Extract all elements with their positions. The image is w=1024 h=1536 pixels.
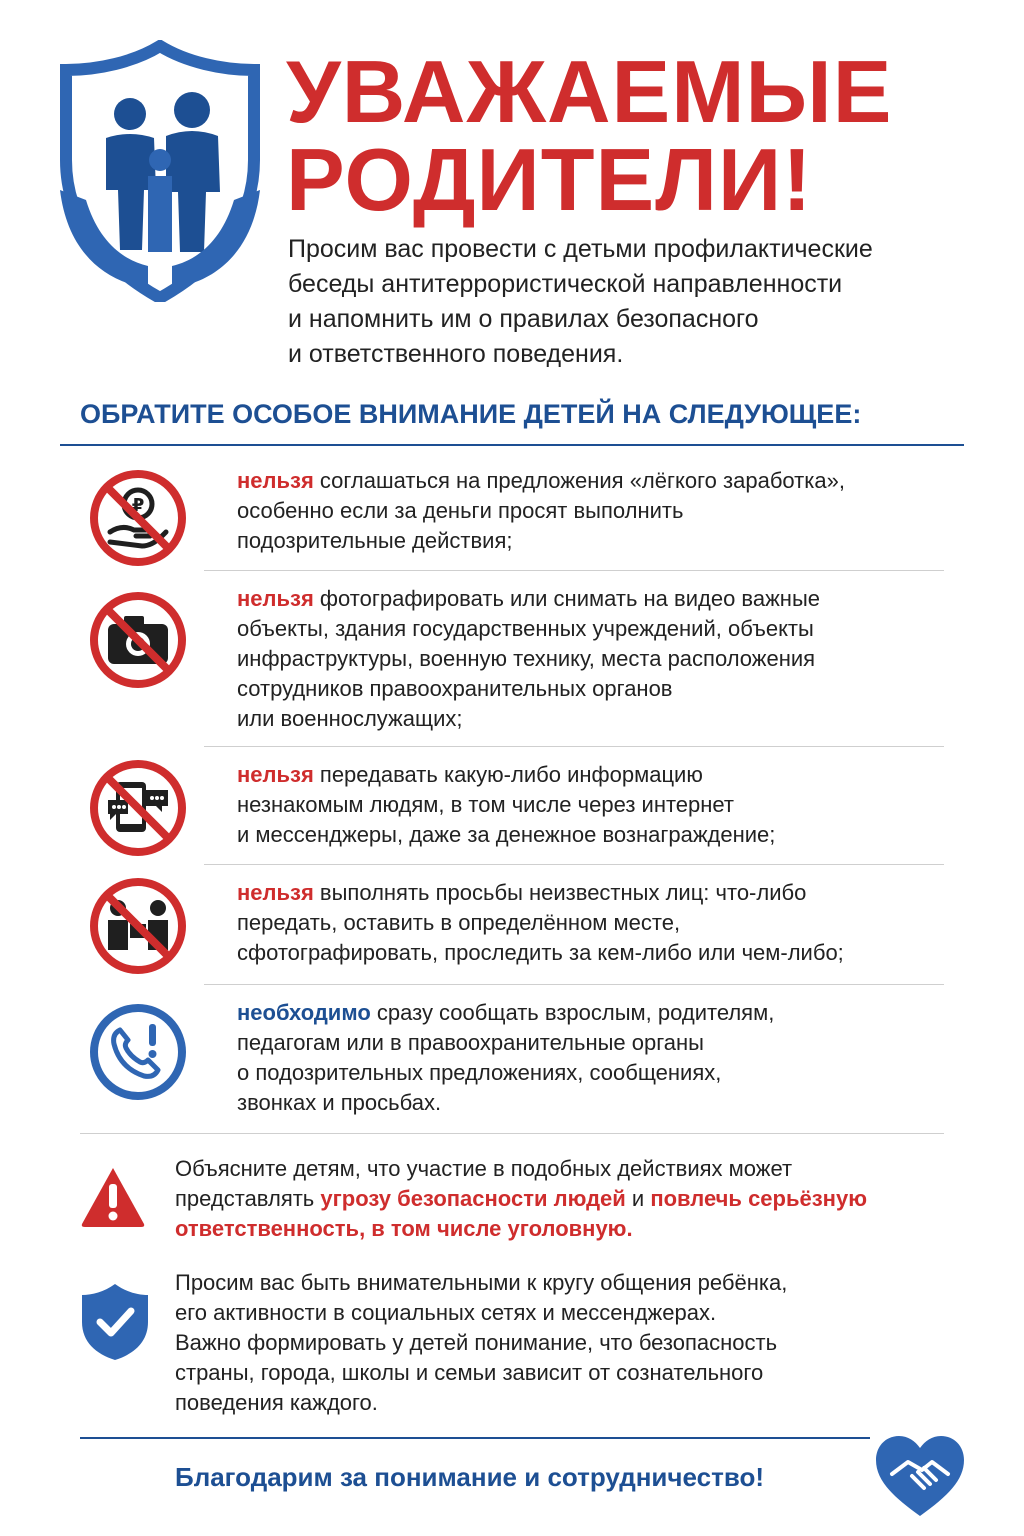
item-line: передать, оставить в определённом месте,	[237, 910, 681, 935]
item-keyword: необходимо	[237, 1000, 371, 1025]
intro-line: и напомнить им о правилах безопасного	[288, 305, 759, 333]
warning-triangle-icon	[78, 1164, 148, 1230]
item-first-line: фотографировать или снимать на видео важные	[313, 586, 821, 611]
item-line: о подозрительных предложениях, сообщениях,	[237, 1060, 722, 1085]
advice-text	[175, 1268, 965, 1418]
item-line: особенно если за деньги просят выполнить	[237, 498, 684, 523]
heart-handshake-icon	[872, 1432, 968, 1522]
item-keyword: нельзя	[237, 468, 314, 493]
item-text	[237, 466, 957, 556]
item-text	[237, 584, 957, 734]
item-line: педагогам или в правоохранительные органы	[237, 1030, 704, 1055]
advice-line: его активности в социальных сетях и мессенджерах.	[175, 1300, 717, 1325]
footer-divider	[80, 1437, 870, 1439]
item-text	[237, 878, 957, 968]
no-easy-money-icon	[86, 466, 190, 570]
item-keyword: нельзя	[237, 762, 314, 787]
warning-line-mid: и	[625, 1186, 651, 1211]
item-line: незнакомым людям, в том числе через интернет	[237, 792, 734, 817]
warning-highlight: повлечь серьёзную	[650, 1186, 867, 1211]
warning-highlight: ответственность, в том числе уголовную.	[175, 1216, 633, 1241]
item-first-line: соглашаться на предложения «лёгкого заработка»,	[313, 468, 845, 493]
advice-line: Важно формировать у детей понимание, что безопасность	[175, 1330, 778, 1355]
title-line-2: РОДИТЕЛИ!	[286, 130, 813, 229]
phone-alert-icon	[86, 1000, 190, 1104]
item-text	[237, 998, 957, 1118]
item-divider	[204, 984, 944, 985]
item-line: сотрудников правоохранительных органов	[237, 676, 673, 701]
family-shield-logo-icon	[52, 40, 268, 302]
intro-line: беседы антитеррористической направленности	[288, 270, 843, 298]
intro-line: Просим вас провести с детьми профилактические	[288, 235, 873, 263]
advice-line: поведения каждого.	[175, 1390, 378, 1415]
item-line: сфотографировать, проследить за кем-либо или чем-либо;	[237, 940, 844, 965]
item-divider	[204, 864, 944, 865]
item-first-line: сразу сообщать взрослым, родителям,	[370, 1000, 775, 1025]
item-divider	[204, 746, 944, 747]
item-line: инфраструктуры, военную технику, места расположения	[237, 646, 816, 671]
intro-text	[288, 232, 988, 372]
svg-text:₽: ₽	[131, 495, 145, 516]
item-first-line: выполнять просьбы неизвестных лиц: что-либо	[313, 880, 807, 905]
intro-line: и ответственного поведения.	[288, 340, 624, 368]
item-line: или военнослужащих;	[237, 706, 463, 731]
no-messaging-icon	[86, 756, 190, 860]
item-line: объекты, здания государственных учреждений, объекты	[237, 616, 814, 641]
item-divider	[204, 570, 944, 571]
warning-text	[175, 1154, 965, 1244]
item-line: и мессенджеры, даже за денежное вознаграждение;	[237, 822, 776, 847]
no-camera-icon	[86, 588, 190, 692]
no-stranger-requests-icon	[86, 874, 190, 978]
shield-check-icon	[80, 1282, 150, 1362]
section-divider	[60, 444, 964, 446]
item-keyword: нельзя	[237, 880, 314, 905]
page-title	[286, 42, 1006, 229]
warning-highlight: угрозу безопасности людей	[320, 1186, 626, 1211]
warning-line-prefix: представлять	[175, 1186, 321, 1211]
item-keyword: нельзя	[237, 586, 314, 611]
item-text	[237, 760, 957, 850]
section-heading: ОБРАТИТЕ ОСОБОЕ ВНИМАНИЕ ДЕТЕЙ НА СЛЕДУЮЩЕЕ:	[80, 399, 862, 429]
item-first-line: передавать какую-либо информацию	[313, 762, 703, 787]
item-line: звонках и просьбах.	[237, 1090, 442, 1115]
warning-line: Объясните детям, что участие в подобных действиях может	[175, 1156, 793, 1181]
item-divider	[80, 1133, 944, 1134]
advice-line: Просим вас быть внимательными к кругу общения ребёнка,	[175, 1270, 788, 1295]
title-line-1: УВАЖАЕМЫЕ	[286, 42, 893, 141]
thanks-text: Благодарим за понимание и сотрудничество!	[175, 1462, 764, 1492]
advice-line: страны, города, школы и семьи зависит от сознательного	[175, 1360, 764, 1385]
item-line: подозрительные действия;	[237, 528, 513, 553]
